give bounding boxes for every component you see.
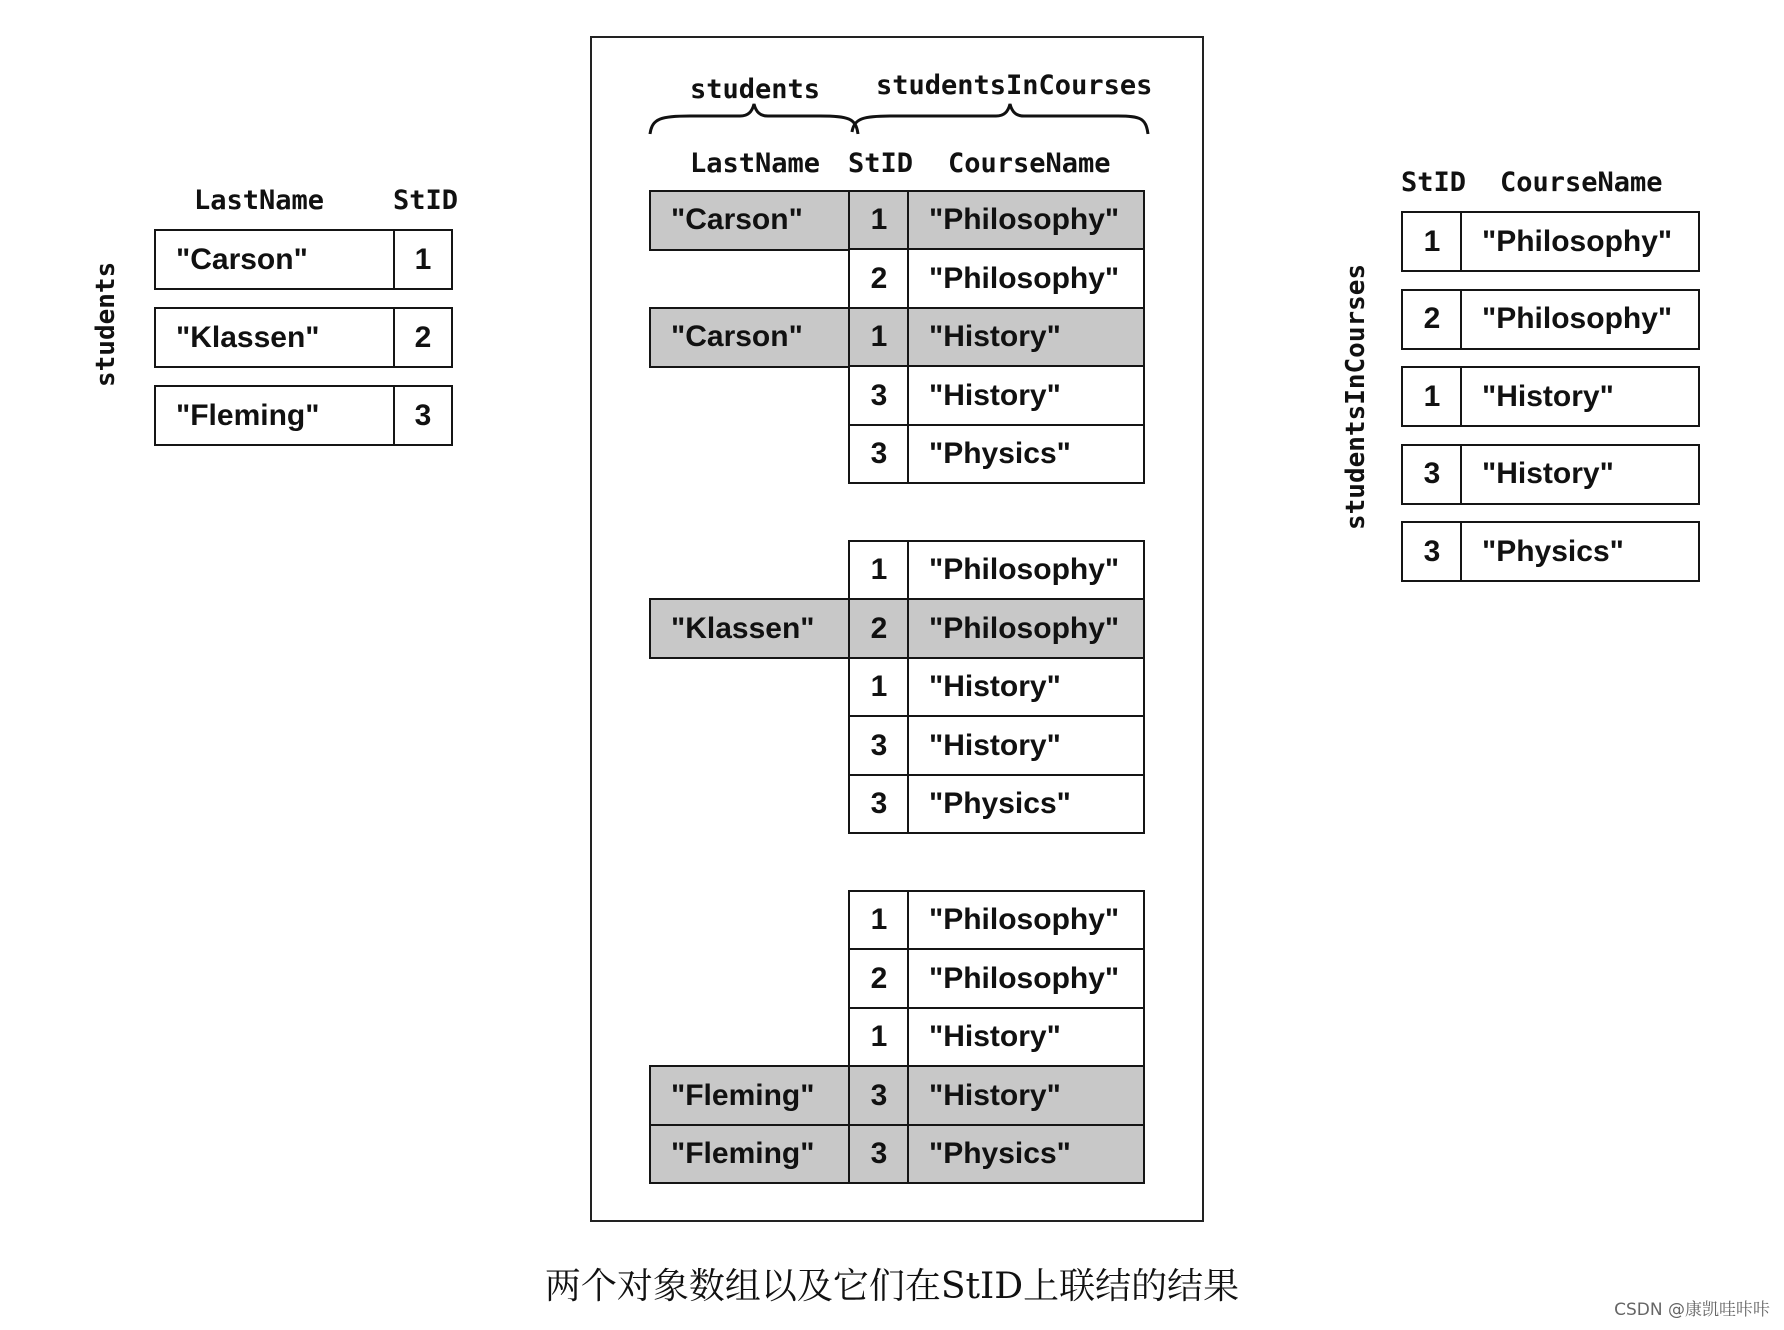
brace-label-students: students bbox=[690, 74, 821, 105]
right-side-label: studentsInCourses bbox=[1341, 263, 1371, 530]
right-row-coursename: "History" bbox=[1460, 366, 1700, 427]
join-header-lastname: LastName bbox=[690, 148, 821, 179]
right-header-stid: StID bbox=[1401, 167, 1467, 198]
left-header-lastname: LastName bbox=[194, 185, 325, 216]
join-row-lastname: "Fleming" bbox=[649, 1124, 851, 1185]
join-row-coursename: "Philosophy" bbox=[907, 540, 1145, 601]
join-row-coursename: "History" bbox=[907, 365, 1145, 426]
join-row-coursename: "Physics" bbox=[907, 774, 1145, 835]
right-row-stid: 2 bbox=[1401, 289, 1463, 350]
right-row-coursename: "Philosophy" bbox=[1460, 211, 1700, 272]
join-row-stid: 3 bbox=[848, 424, 910, 485]
join-row-coursename: "History" bbox=[907, 1065, 1145, 1126]
join-row-stid: 1 bbox=[848, 657, 910, 718]
join-row-coursename: "Philosophy" bbox=[907, 890, 1145, 951]
join-row-stid: 3 bbox=[848, 774, 910, 835]
join-row-coursename: "History" bbox=[907, 715, 1145, 776]
right-row-stid: 1 bbox=[1401, 366, 1463, 427]
join-row-coursename: "Philosophy" bbox=[907, 598, 1145, 659]
right-row-stid: 3 bbox=[1401, 444, 1463, 505]
join-header-coursename: CourseName bbox=[948, 148, 1111, 179]
watermark: CSDN @康凯哇咔咔 bbox=[1614, 1300, 1770, 1320]
brace-label-students-in-courses: studentsInCourses bbox=[876, 70, 1153, 101]
join-row-stid: 1 bbox=[848, 190, 910, 251]
brace-students bbox=[650, 104, 858, 134]
join-row-stid: 1 bbox=[848, 1007, 910, 1068]
right-header-coursename: CourseName bbox=[1500, 167, 1663, 198]
join-row-stid: 1 bbox=[848, 307, 910, 368]
join-row-coursename: "Physics" bbox=[907, 424, 1145, 485]
join-row-lastname: "Carson" bbox=[649, 307, 851, 368]
left-row-lastname: "Carson" bbox=[154, 229, 396, 290]
right-row-coursename: "History" bbox=[1460, 444, 1700, 505]
left-row-stid: 2 bbox=[393, 307, 453, 368]
right-row-stid: 1 bbox=[1401, 211, 1463, 272]
left-row-stid: 3 bbox=[393, 385, 453, 446]
join-row-coursename: "History" bbox=[907, 1007, 1145, 1068]
join-row-lastname: "Carson" bbox=[649, 190, 851, 251]
left-row-lastname: "Fleming" bbox=[154, 385, 396, 446]
left-side-label: students bbox=[91, 261, 121, 387]
right-row-stid: 3 bbox=[1401, 521, 1463, 582]
join-row-stid: 1 bbox=[848, 540, 910, 601]
join-row-coursename: "Philosophy" bbox=[907, 190, 1145, 251]
join-row-stid: 3 bbox=[848, 715, 910, 776]
join-row-stid: 2 bbox=[848, 248, 910, 309]
figure-caption: 两个对象数组以及它们在StID上联结的结果 bbox=[544, 1266, 1240, 1307]
join-row-lastname: "Fleming" bbox=[649, 1065, 851, 1126]
left-row-lastname: "Klassen" bbox=[154, 307, 396, 368]
join-row-stid: 1 bbox=[848, 890, 910, 951]
brace-students-in-courses bbox=[852, 104, 1148, 134]
join-row-coursename: "History" bbox=[907, 307, 1145, 368]
right-row-coursename: "Philosophy" bbox=[1460, 289, 1700, 350]
join-row-stid: 3 bbox=[848, 1124, 910, 1185]
join-row-coursename: "Philosophy" bbox=[907, 948, 1145, 1009]
join-row-stid: 3 bbox=[848, 1065, 910, 1126]
right-row-coursename: "Physics" bbox=[1460, 521, 1700, 582]
join-header-stid: StID bbox=[848, 148, 914, 179]
join-row-stid: 2 bbox=[848, 598, 910, 659]
join-row-lastname: "Klassen" bbox=[649, 598, 851, 659]
join-row-coursename: "History" bbox=[907, 657, 1145, 718]
join-row-stid: 2 bbox=[848, 948, 910, 1009]
left-header-stid: StID bbox=[393, 185, 459, 216]
join-row-coursename: "Philosophy" bbox=[907, 248, 1145, 309]
join-row-coursename: "Physics" bbox=[907, 1124, 1145, 1185]
join-row-stid: 3 bbox=[848, 365, 910, 426]
left-row-stid: 1 bbox=[393, 229, 453, 290]
